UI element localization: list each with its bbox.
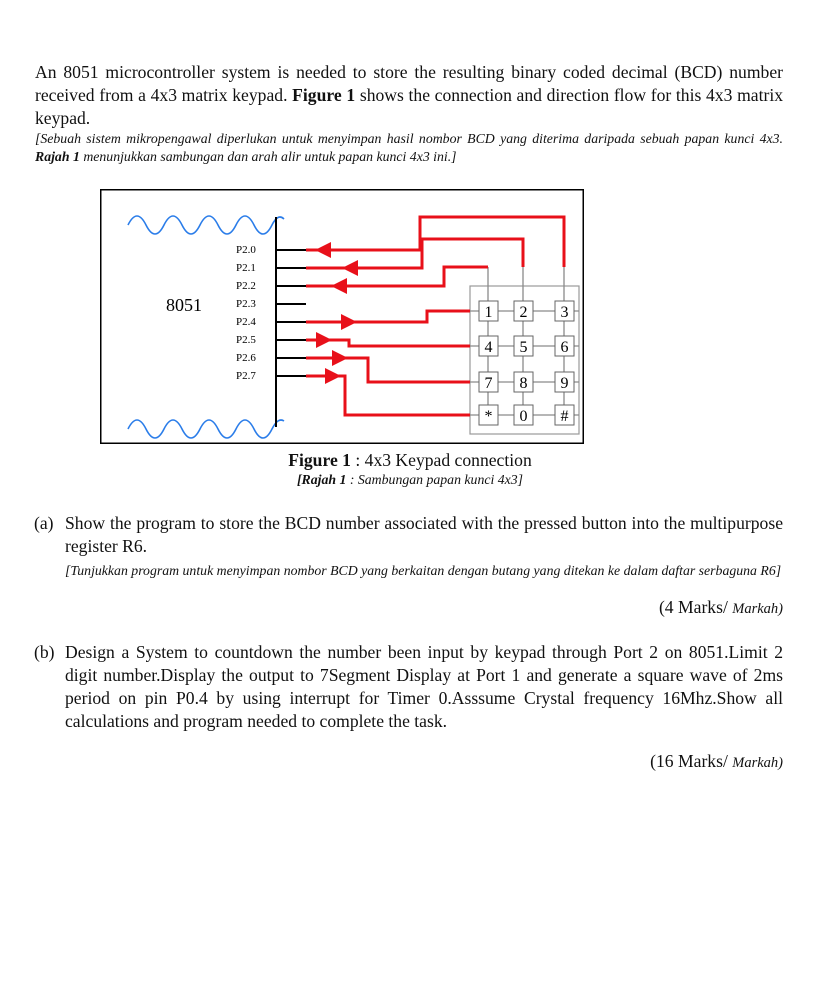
pin-label-p2-2: P2.2	[236, 280, 256, 292]
key-3: 3	[560, 304, 569, 321]
question-b-marks-text: (16 Marks/	[650, 751, 728, 771]
pin-label-p2-4: P2.4	[236, 316, 256, 328]
key-2: 2	[519, 304, 528, 321]
key-0: 0	[519, 408, 528, 425]
question-a-label: (a)	[34, 513, 54, 533]
figure-caption	[180, 449, 640, 489]
question-a-marks	[659, 596, 783, 621]
question-b	[34, 641, 783, 733]
question-a-marks-malay: Markah)	[732, 601, 783, 617]
caption-bold: Figure 1	[288, 450, 351, 470]
question-a-text: Show the program to store the BCD number associated with the pressed button into the multipurpose register R6.	[65, 513, 783, 556]
caption-line	[180, 449, 640, 471]
pin-label-p2-0: P2.0	[236, 244, 256, 256]
intro-malay-paragraph	[35, 130, 783, 166]
pin-label-p2-7: P2.7	[236, 370, 256, 382]
key-1: 1	[484, 304, 493, 321]
intro-paragraph	[35, 61, 783, 130]
chip-label: 8051	[166, 295, 202, 315]
caption-malay-line	[180, 471, 640, 489]
key-7: 7	[484, 375, 493, 392]
key-star: *	[484, 408, 493, 425]
question-a	[34, 512, 783, 580]
key-5: 5	[519, 339, 528, 356]
caption-malay-bold: [Rajah 1	[296, 472, 347, 487]
question-a-malay: [Tunjukkan program untuk menyimpan nombor BCD yang berkaitan dengan butang yang ditekan ke dalam daftar serbaguna R6]	[65, 563, 782, 578]
key-6: 6	[560, 339, 569, 356]
intro-text-before: An 8051 microcontroller system is needed to store the resulting binary coded decimal (BCD) number received from a 4x3 matrix keypad.	[35, 62, 783, 105]
pin-label-p2-5: P2.5	[236, 334, 256, 346]
pin-label-p2-3: P2.3	[236, 298, 256, 310]
intro-malay-ref: Rajah 1	[35, 149, 80, 164]
question-b-text: Design a System to countdown the number been input by keypad through Port 2 on 8051.Limit 2 digit number.Display the output to 7Segment Display at Port 1 and generate a square wave of 2ms period on pin P0.4 by using interrupt for Timer 0.Asssume Crystal frequency 16Mhz.Show all calculations and program needed to complete the task.	[65, 642, 783, 731]
key-4: 4	[484, 339, 493, 356]
intro-text-after: shows the connection and direction flow for this 4x3 matrix keypad.	[35, 85, 784, 128]
key-hash: #	[560, 408, 569, 425]
key-8: 8	[519, 375, 528, 392]
intro-malay-before: [Sebuah sistem mikropengawal diperlukan untuk menyimpan hasil nombor BCD yang diterima daripada sebuah papan kunci 4x3.	[35, 131, 783, 146]
pin-label-p2-6: P2.6	[236, 352, 256, 364]
intro-malay-after: menunjukkan sambungan dan arah alir untuk papan kunci 4x3 ini.]	[83, 149, 457, 164]
keypad-figure	[100, 189, 585, 445]
key-9: 9	[560, 375, 569, 392]
pin-label-p2-1: P2.1	[236, 262, 256, 274]
question-b-marks	[650, 750, 783, 775]
question-a-marks-text: (4 Marks/	[658, 597, 728, 617]
question-b-label: (b)	[34, 642, 55, 662]
caption-malay-text: : Sambungan papan kunci 4x3]	[349, 472, 524, 487]
question-b-marks-malay: Markah)	[732, 755, 783, 771]
caption-text: : 4x3 Keypad connection	[355, 450, 532, 470]
intro-figure-ref: Figure 1	[292, 85, 356, 105]
